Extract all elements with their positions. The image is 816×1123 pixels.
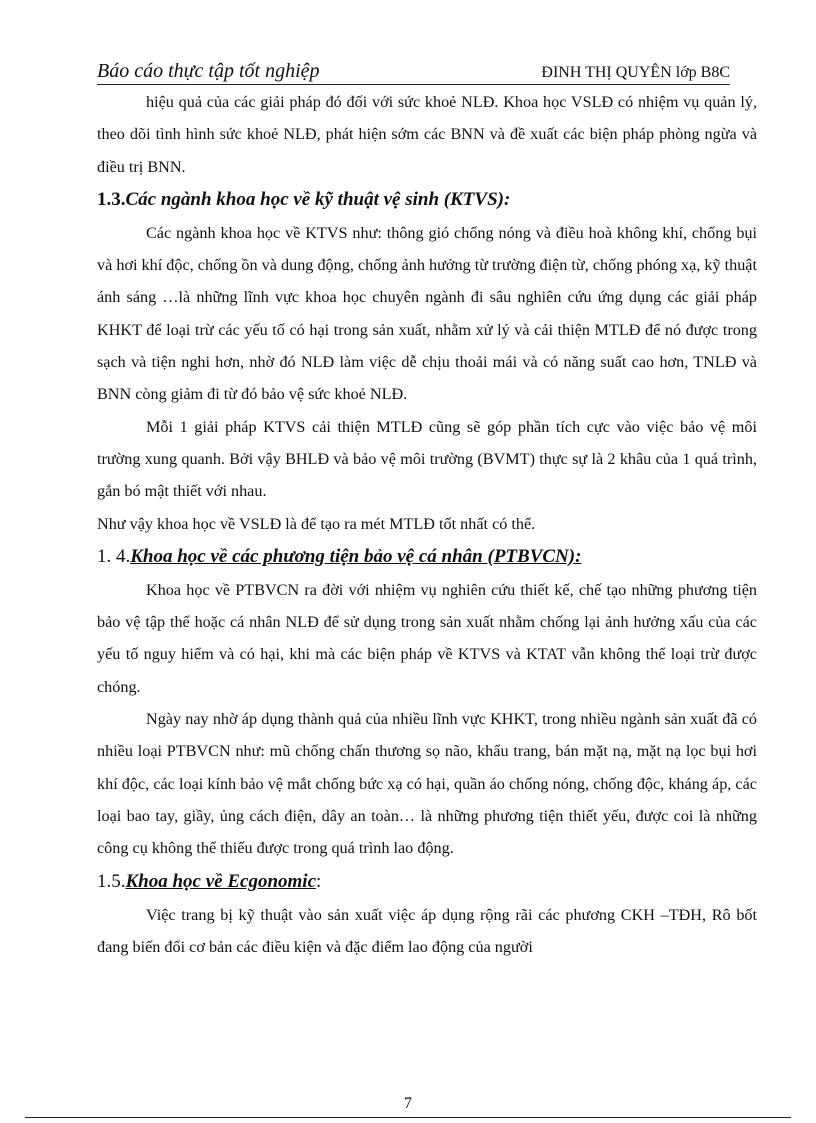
page-number: 7 <box>404 1095 412 1112</box>
header-report-title: Báo cáo thực tập tốt nghiệp <box>97 60 320 82</box>
section-heading-1-3 <box>97 183 757 217</box>
paragraph: Các ngành khoa học về KTVS như: thông gió chống nóng và điều hoà không khí, chống bụi và hơi khí độc, chống ồn và dung động, chống ảnh hưởng từ trường điện từ, chống phóng xạ, kỹ thuật ánh sáng …là những lĩnh vực khoa học chuyên ngành đi sâu nghiên cứu ứng dụng các giải pháp KHKT để loại trừ các yếu tố có hại trong sản xuất, nhằm xử lý và cải thiện MTLĐ để nó được trong sạch và tiện nghi hơn, nhờ đó NLĐ làm việc dễ chịu thoải mái và có năng suất cao hơn, TNLĐ và BNN còng giảm đi từ đó bảo vệ sức khoẻ NLĐ. <box>97 223 757 404</box>
paragraph: Khoa học về PTBVCN ra đời với nhiệm vụ nghiên cứu thiết kế, chế tạo những phương tiện bảo vệ tập thể hoặc cá nhân NLĐ để sử dụng trong sản xuất nhằm chống lại ảnh hưởng xấu của các yếu tố nguy hiểm và có hại, khi mà các biện pháp về KTVS và KTAT vẫn không thể loại trừ được chóng. <box>97 580 757 696</box>
paragraph: Như vậy khoa học về VSLĐ là để tạo ra mét MTLĐ tốt nhất có thể. <box>97 514 536 533</box>
section-title: Khoa học về các phương tiện bảo vệ cá nhân (PTBVCN): <box>130 545 582 567</box>
footer-divider <box>25 1117 791 1118</box>
section-title: Các ngành khoa học về kỹ thuật vệ sinh (KTVS): <box>125 188 511 210</box>
paragraph-continuation: hiệu quả của các giải pháp đó đối với sức khoẻ NLĐ. Khoa học VSLĐ có nhiệm vụ quản lý, theo dõi tình hình sức khoẻ NLĐ, phát hiện sớm các BNN và đề xuất các biện pháp phòng ngừa và điều trị BNN. <box>97 93 757 176</box>
header-author-class: ĐINH THỊ QUYÊN lớp B8C <box>541 64 730 81</box>
section-number: 1. 4. <box>97 545 131 567</box>
paragraph: Ngày nay nhờ áp dụng thành quả của nhiều lĩnh vực KHKT, trong nhiều ngành sản xuất đã có nhiều loại PTBVCN như: mũ chống chấn thương sọ não, khẩu trang, bán mặt nạ, mặt nạ lọc bụi hơi khí độc, các loại kính bảo vệ mắt chống bức xạ có hại, quần áo chống nóng, chống độc, kháng áp, các loại bao tay, giầy, ủng cách điện, dây an toàn… là những phương tiện thiết yếu, được coi là những công cụ không thể thiếu được trong quá trình lao động. <box>97 710 757 858</box>
page-body <box>97 86 757 963</box>
section-title: Khoa học về Ecgonomic <box>125 870 317 892</box>
paragraph: Mỗi 1 giải pháp KTVS cải thiện MTLĐ cũng sẽ góp phần tích cực vào việc bảo vệ môi trường xung quanh. Bởi vậy BHLĐ và bảo vệ môi trường (BVMT) thực sự là 2 khâu của 1 quá trình, gắn bó mật thiết với nhau. <box>97 417 757 501</box>
page-header <box>97 58 730 85</box>
paragraph: Việc trang bị kỹ thuật vào sản xuất việc áp dụng rộng rãi các phương CKH –TĐH, Rô bốt đang biến đổi cơ bản các điều kiện và đặc điểm lao động của người <box>97 905 757 956</box>
section-title-colon: : <box>316 870 322 892</box>
section-number: 1.3. <box>97 188 126 210</box>
section-heading-1-5 <box>97 865 757 899</box>
section-heading-1-4 <box>97 540 757 574</box>
section-number: 1.5. <box>97 870 126 892</box>
